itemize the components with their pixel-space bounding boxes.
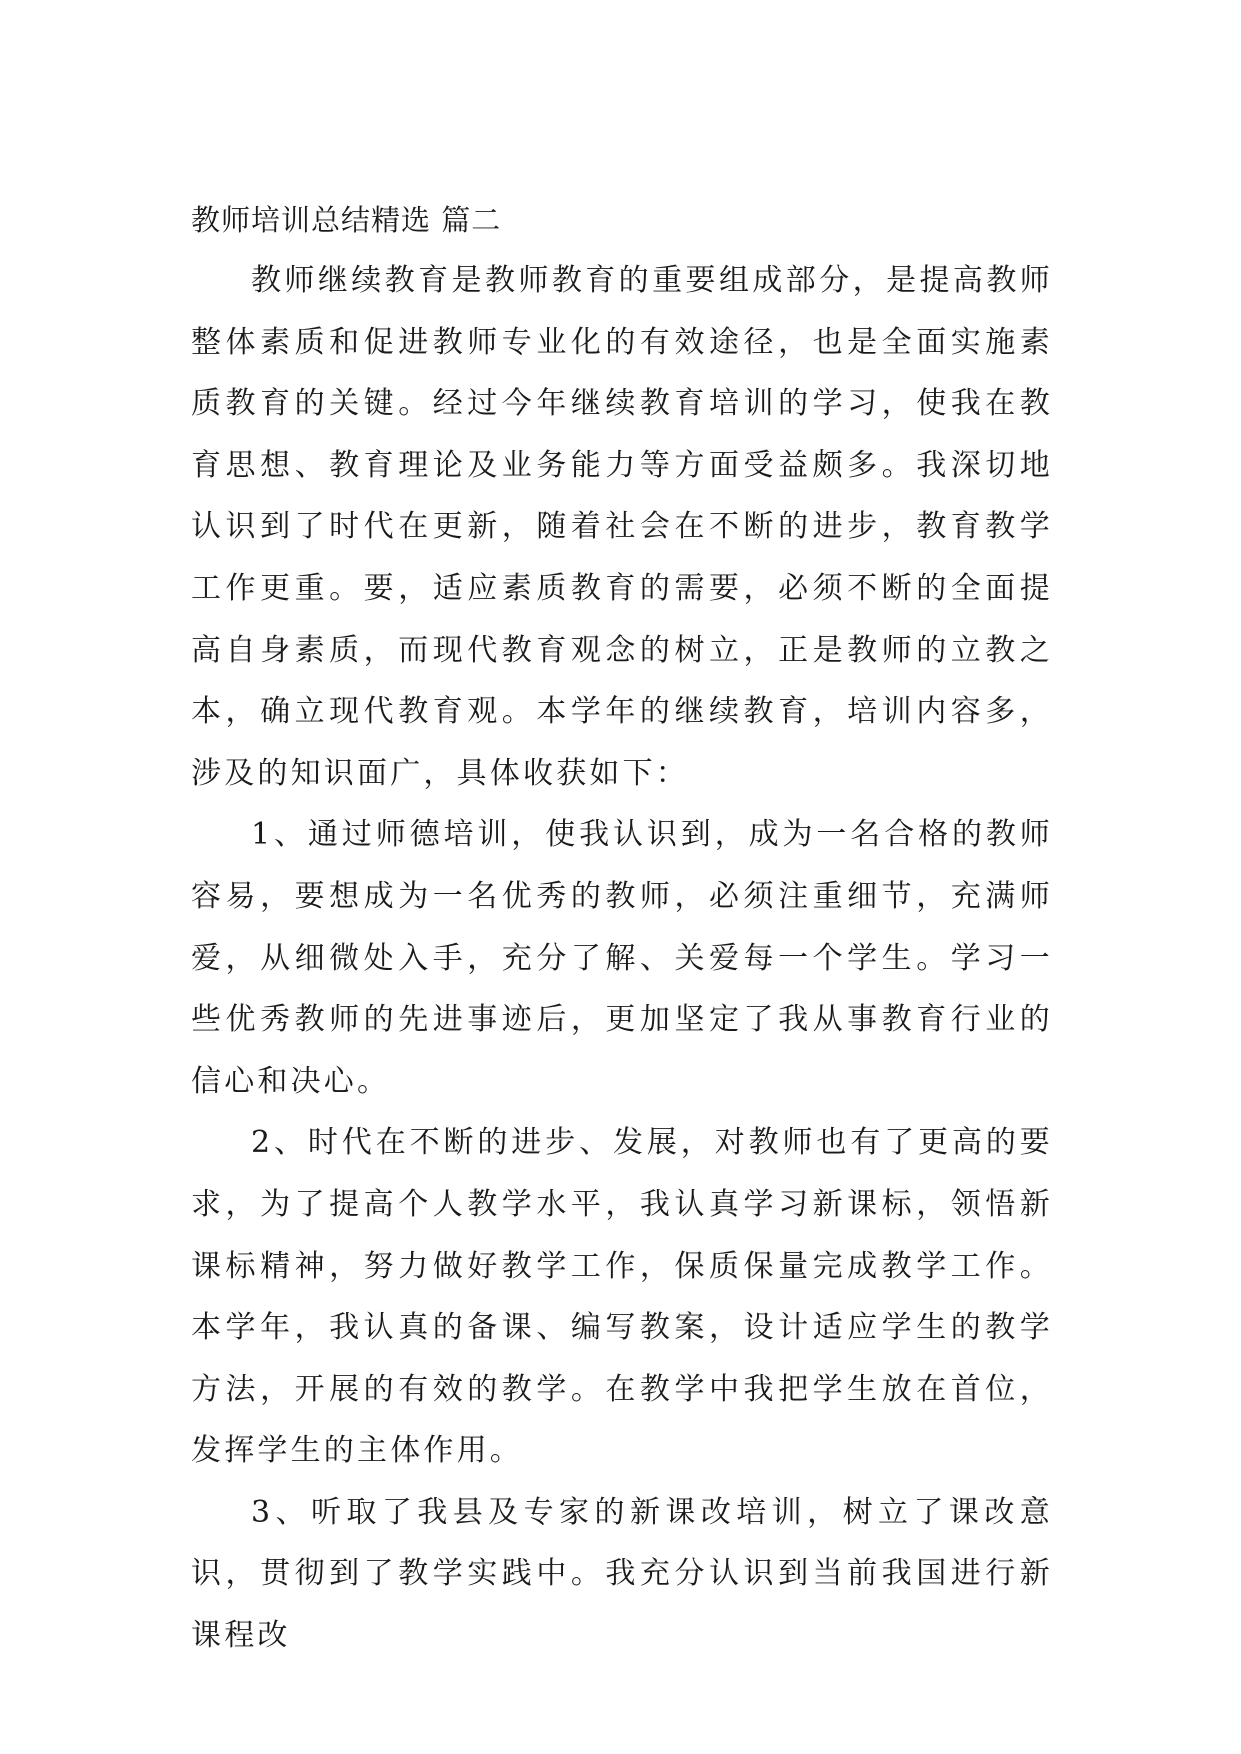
paragraph-item-3: 3、听取了我县及专家的新课改培训，树立了课改意识，贯彻到了教学实践中。我充分认识到当前我国进行新课程改 xyxy=(191,1494,1053,1654)
paragraph-intro: 教师继续教育是教师教育的重要组成部分，是提高教师整体素质和促进教师专业化的有效途径，也是全面实施素质教育的关键。经过今年继续教育培训的学习，使我在教育思想、教育理论及业务能力等方面受益颇多。我深切地认识到了时代在更新，随着社会在不断的进步，教育教学工作更重。要，适应素质教育的需要，必须不断的全面提高自身素质，而现代教育观念的树立，正是教师的立教之本，确立现代教育观。本学年的继续教育，培训内容多，涉及的知识面广，具体收获如下： xyxy=(191,263,1053,791)
document-body xyxy=(191,190,1053,1667)
paragraph-item-2: 2、时代在不断的进步、发展，对教师也有了更高的要求，为了提高个人教学水平，我认真学习新课标，领悟新课标精神，努力做好教学工作，保质保量完成教学工作。本学年，我认真的备课、编写教案，设计适应学生的教学方法，开展的有效的教学。在教学中我把学生放在首位，发挥学生的主体作用。 xyxy=(191,1125,1053,1469)
paragraph-item-1: 1、通过师德培训，使我认识到，成为一名合格的教师容易，要想成为一名优秀的教师，必须注重细节，充满师爱，从细微处入手，充分了解、关爱每一个学生。学习一些优秀教师的先进事迹后，更加坚定了我从事教育行业的信心和决心。 xyxy=(191,817,1053,1099)
document-title: 教师培训总结精选 篇二 xyxy=(191,203,502,237)
